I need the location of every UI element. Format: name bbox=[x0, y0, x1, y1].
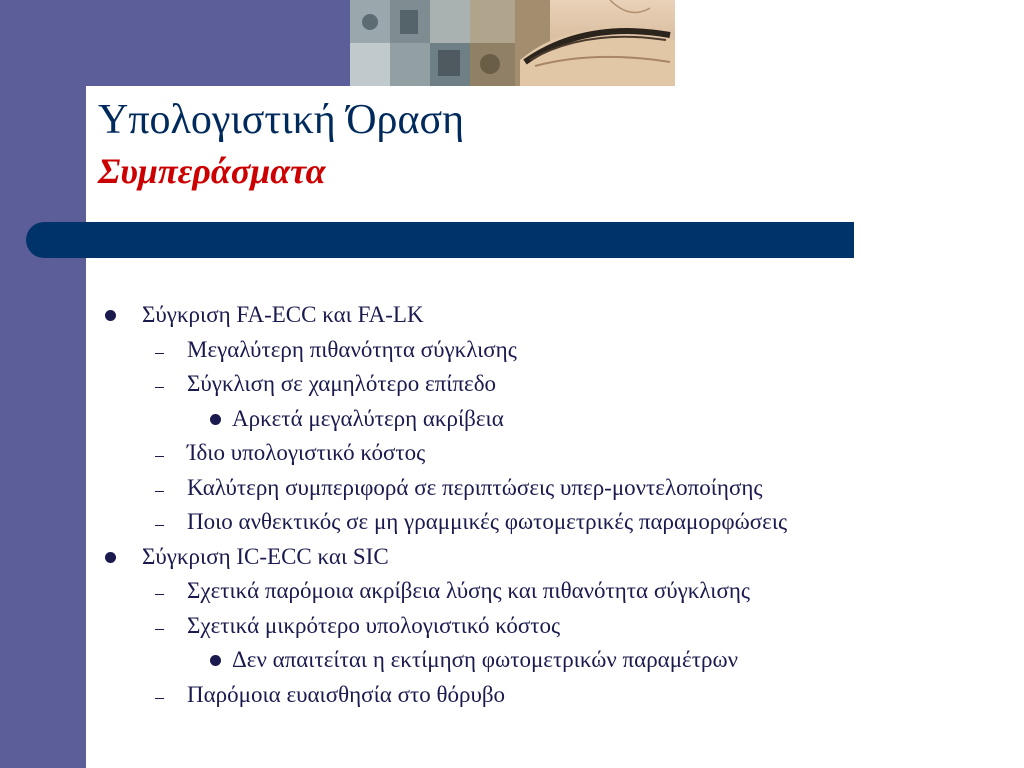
bullet-item-level-2 bbox=[0, 473, 1000, 503]
bullet-item-level-2 bbox=[0, 438, 1000, 468]
bullet-dash-icon bbox=[155, 594, 164, 595]
bullet-item-level-1 bbox=[0, 542, 1000, 572]
bullet-item-level-2 bbox=[0, 335, 1000, 365]
bullet-dot-icon bbox=[105, 552, 116, 563]
bullet-dash-icon bbox=[155, 491, 164, 492]
bullet-item-level-3 bbox=[0, 404, 1000, 434]
slide-subtitle: Συμπεράσματα bbox=[98, 151, 326, 191]
bullet-dot-icon bbox=[210, 655, 221, 666]
bullet-text: Σχετικά μικρότερο υπολογιστικό κόστος bbox=[187, 612, 561, 638]
bullet-text: Μεγαλύτερη πιθανότητα σύγκλισης bbox=[187, 336, 517, 362]
bullet-item-level-2 bbox=[0, 507, 1000, 537]
bullet-dot-icon bbox=[105, 310, 116, 321]
bullet-text: Ίδιο υπολογιστικό κόστος bbox=[187, 440, 426, 465]
title-divider-bar bbox=[26, 222, 854, 258]
bullet-dash-icon bbox=[155, 629, 164, 630]
bullet-dash-icon bbox=[155, 525, 164, 526]
bullet-text: Παρόμοια ευαισθησία στο θόρυβο bbox=[187, 681, 506, 707]
bullet-text: Σύγκριση IC-ECC και SIC bbox=[142, 543, 389, 569]
bullet-item-level-2 bbox=[0, 369, 1000, 399]
bullet-item-level-2 bbox=[0, 611, 1000, 641]
top-decorative-band bbox=[86, 0, 350, 86]
bullet-dash-icon bbox=[155, 456, 164, 457]
bullet-dot-icon bbox=[210, 414, 221, 425]
bullet-text: Ποιο ανθεκτικός σε μη γραμμικές φωτομετρικές παραμορφώσεις bbox=[187, 509, 788, 534]
bullet-dash-icon bbox=[155, 353, 164, 354]
bullet-text: Καλύτερη συμπεριφορά σε περιπτώσεις υπερ-μοντελοποίησης bbox=[187, 474, 763, 500]
bullet-item-level-2 bbox=[0, 576, 1000, 606]
bullet-text: Αρκετά μεγαλύτερη ακρίβεια bbox=[232, 405, 504, 431]
bullet-text: Σύγκριση FA-ECC και FA-LK bbox=[142, 302, 424, 327]
bullet-item-level-1 bbox=[0, 300, 1000, 330]
collage-eye-image-icon bbox=[350, 0, 675, 86]
slide-title: Υπολογιστική Όραση bbox=[98, 97, 465, 143]
bullet-dash-icon bbox=[155, 698, 164, 699]
bullet-item-level-2 bbox=[0, 680, 1000, 710]
bullet-item-level-3 bbox=[0, 645, 1000, 675]
bullet-text: Δεν απαιτείται η εκτίμηση φωτομετρικών παραμέτρων bbox=[232, 647, 738, 672]
bullet-dash-icon bbox=[155, 387, 164, 388]
bullet-text: Σχετικά παρόμοια ακρίβεια λύσης και πιθανότητα σύγκλισης bbox=[187, 578, 750, 603]
bullet-text: Σύγκλιση σε χαμηλότερο επίπεδο bbox=[187, 371, 497, 396]
